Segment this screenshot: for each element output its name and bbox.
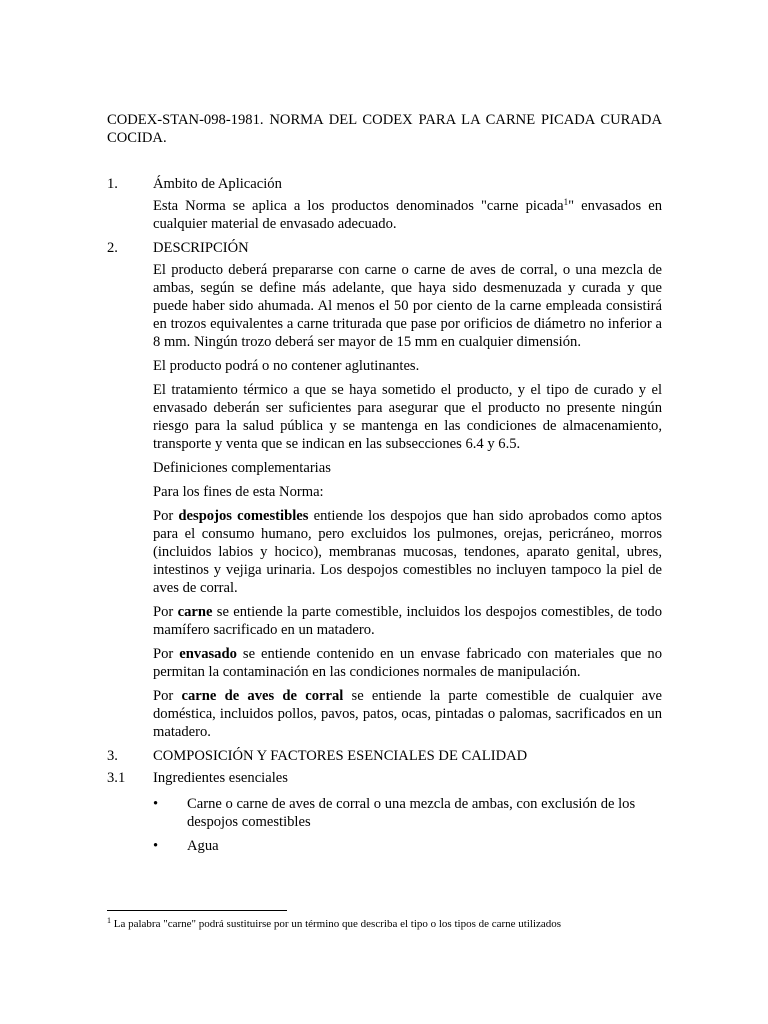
section-title: Ámbito de Aplicación xyxy=(153,176,282,192)
section-1-heading xyxy=(107,175,662,193)
section-title: DESCRIPCIÓN xyxy=(153,240,249,256)
document-title: CODEX-STAN-098-1981. NORMA DEL CODEX PARA LA CARNE PICADA CURADA COCIDA. xyxy=(107,112,662,146)
list-item: • Carne o carne de aves de corral o una mezcla de ambas, con exclusión de los despojos comestibles xyxy=(153,796,636,830)
bullet-icon: • xyxy=(153,838,159,854)
section-title: Ingredientes esenciales xyxy=(153,770,288,786)
definition-meat: Por carne se entiende la parte comestible, incluidos los despojos comestibles, de todo mamífero sacrificado en un matadero. xyxy=(153,604,662,638)
definitions-heading: Definiciones complementarias xyxy=(153,460,331,476)
footnote-separator xyxy=(107,910,287,911)
description-paragraph: El producto deberá prepararse con carne o carne de aves de corral, o una mezcla de ambas, según se define más adelante, que haya sido desmenuzada y curada y que puede haber sido ahumada. Al menos el 50 por ciento de la carne empleada consistirá en trozos equivalentes a carne triturada que pase por orificios de diámetro no inferior a 8 mm. Ningún trozo deberá ser mayor de 15 mm en cualquier dimensión. xyxy=(153,262,662,350)
definition-edible-offal: Por despojos comestibles entiende los despojos que han sido aprobados como aptos para el consumo humano, pero excluidos los pulmones, orejas, pericráneo, morros (incluidos labios y hocico), membranas mucosas, tendones, aparato genital, ubres, intestinos y vejiga urinaria. Los despojos comestibles no incluyen tampoco la piel de aves de corral. xyxy=(153,508,662,596)
defined-term: envasado xyxy=(179,646,237,662)
section-2-heading xyxy=(107,239,662,257)
section-number: 3.1 xyxy=(107,770,126,786)
section-title: COMPOSICIÓN Y FACTORES ESENCIALES DE CALIDAD xyxy=(153,748,528,764)
binders-paragraph: El producto podrá o no contener aglutinantes. xyxy=(153,358,420,374)
footnote: $^1$ La palabra "carne" podrá sustituirse por un término que describa el tipo o los tipos de carne utilizados xyxy=(107,916,562,930)
section-3-heading xyxy=(107,747,662,765)
list-item: • Agua xyxy=(153,838,219,854)
section-number: 2. xyxy=(107,240,118,256)
footnote-ref[interactable]: 1 xyxy=(563,197,569,207)
document-page xyxy=(107,111,662,861)
defined-term: carne xyxy=(177,604,213,620)
section-3-1-heading xyxy=(107,769,662,787)
section-number: 1. xyxy=(107,176,118,192)
bullet-icon: • xyxy=(153,796,159,812)
defined-term: despojos comestibles xyxy=(178,508,309,524)
heat-treatment-paragraph: El tratamiento térmico a que se haya sometido el producto, y el tipo de curado y el envasado deberán ser suficientes para asegurar que el producto no presente ningún riesgo para la salud pública y se mantenga en las condiciones de almacenamiento, transporte y venta que se indican en las subsecciones 6.4 y 6.5. xyxy=(153,382,662,452)
scope-paragraph: Esta Norma se aplica a los productos denominados "carne picada$^1$" envasados en cualquier material de envasado adecuado. xyxy=(153,197,662,232)
definitions-intro: Para los fines de esta Norma: xyxy=(153,484,324,500)
definition-packaged: Por envasado se entiende contenido en un envase fabricado con materiales que no permitan la contaminación en las condiciones normales de manipulación. xyxy=(153,646,663,680)
section-number: 3. xyxy=(107,748,118,764)
defined-term: carne de aves de corral xyxy=(181,688,344,704)
definition-poultry-meat: Por carne de aves de corral se entiende la parte comestible de cualquier ave doméstica, incluidos pollos, pavos, patos, ocas, pintadas o palomas, sacrificados en un matadero. xyxy=(153,688,662,740)
